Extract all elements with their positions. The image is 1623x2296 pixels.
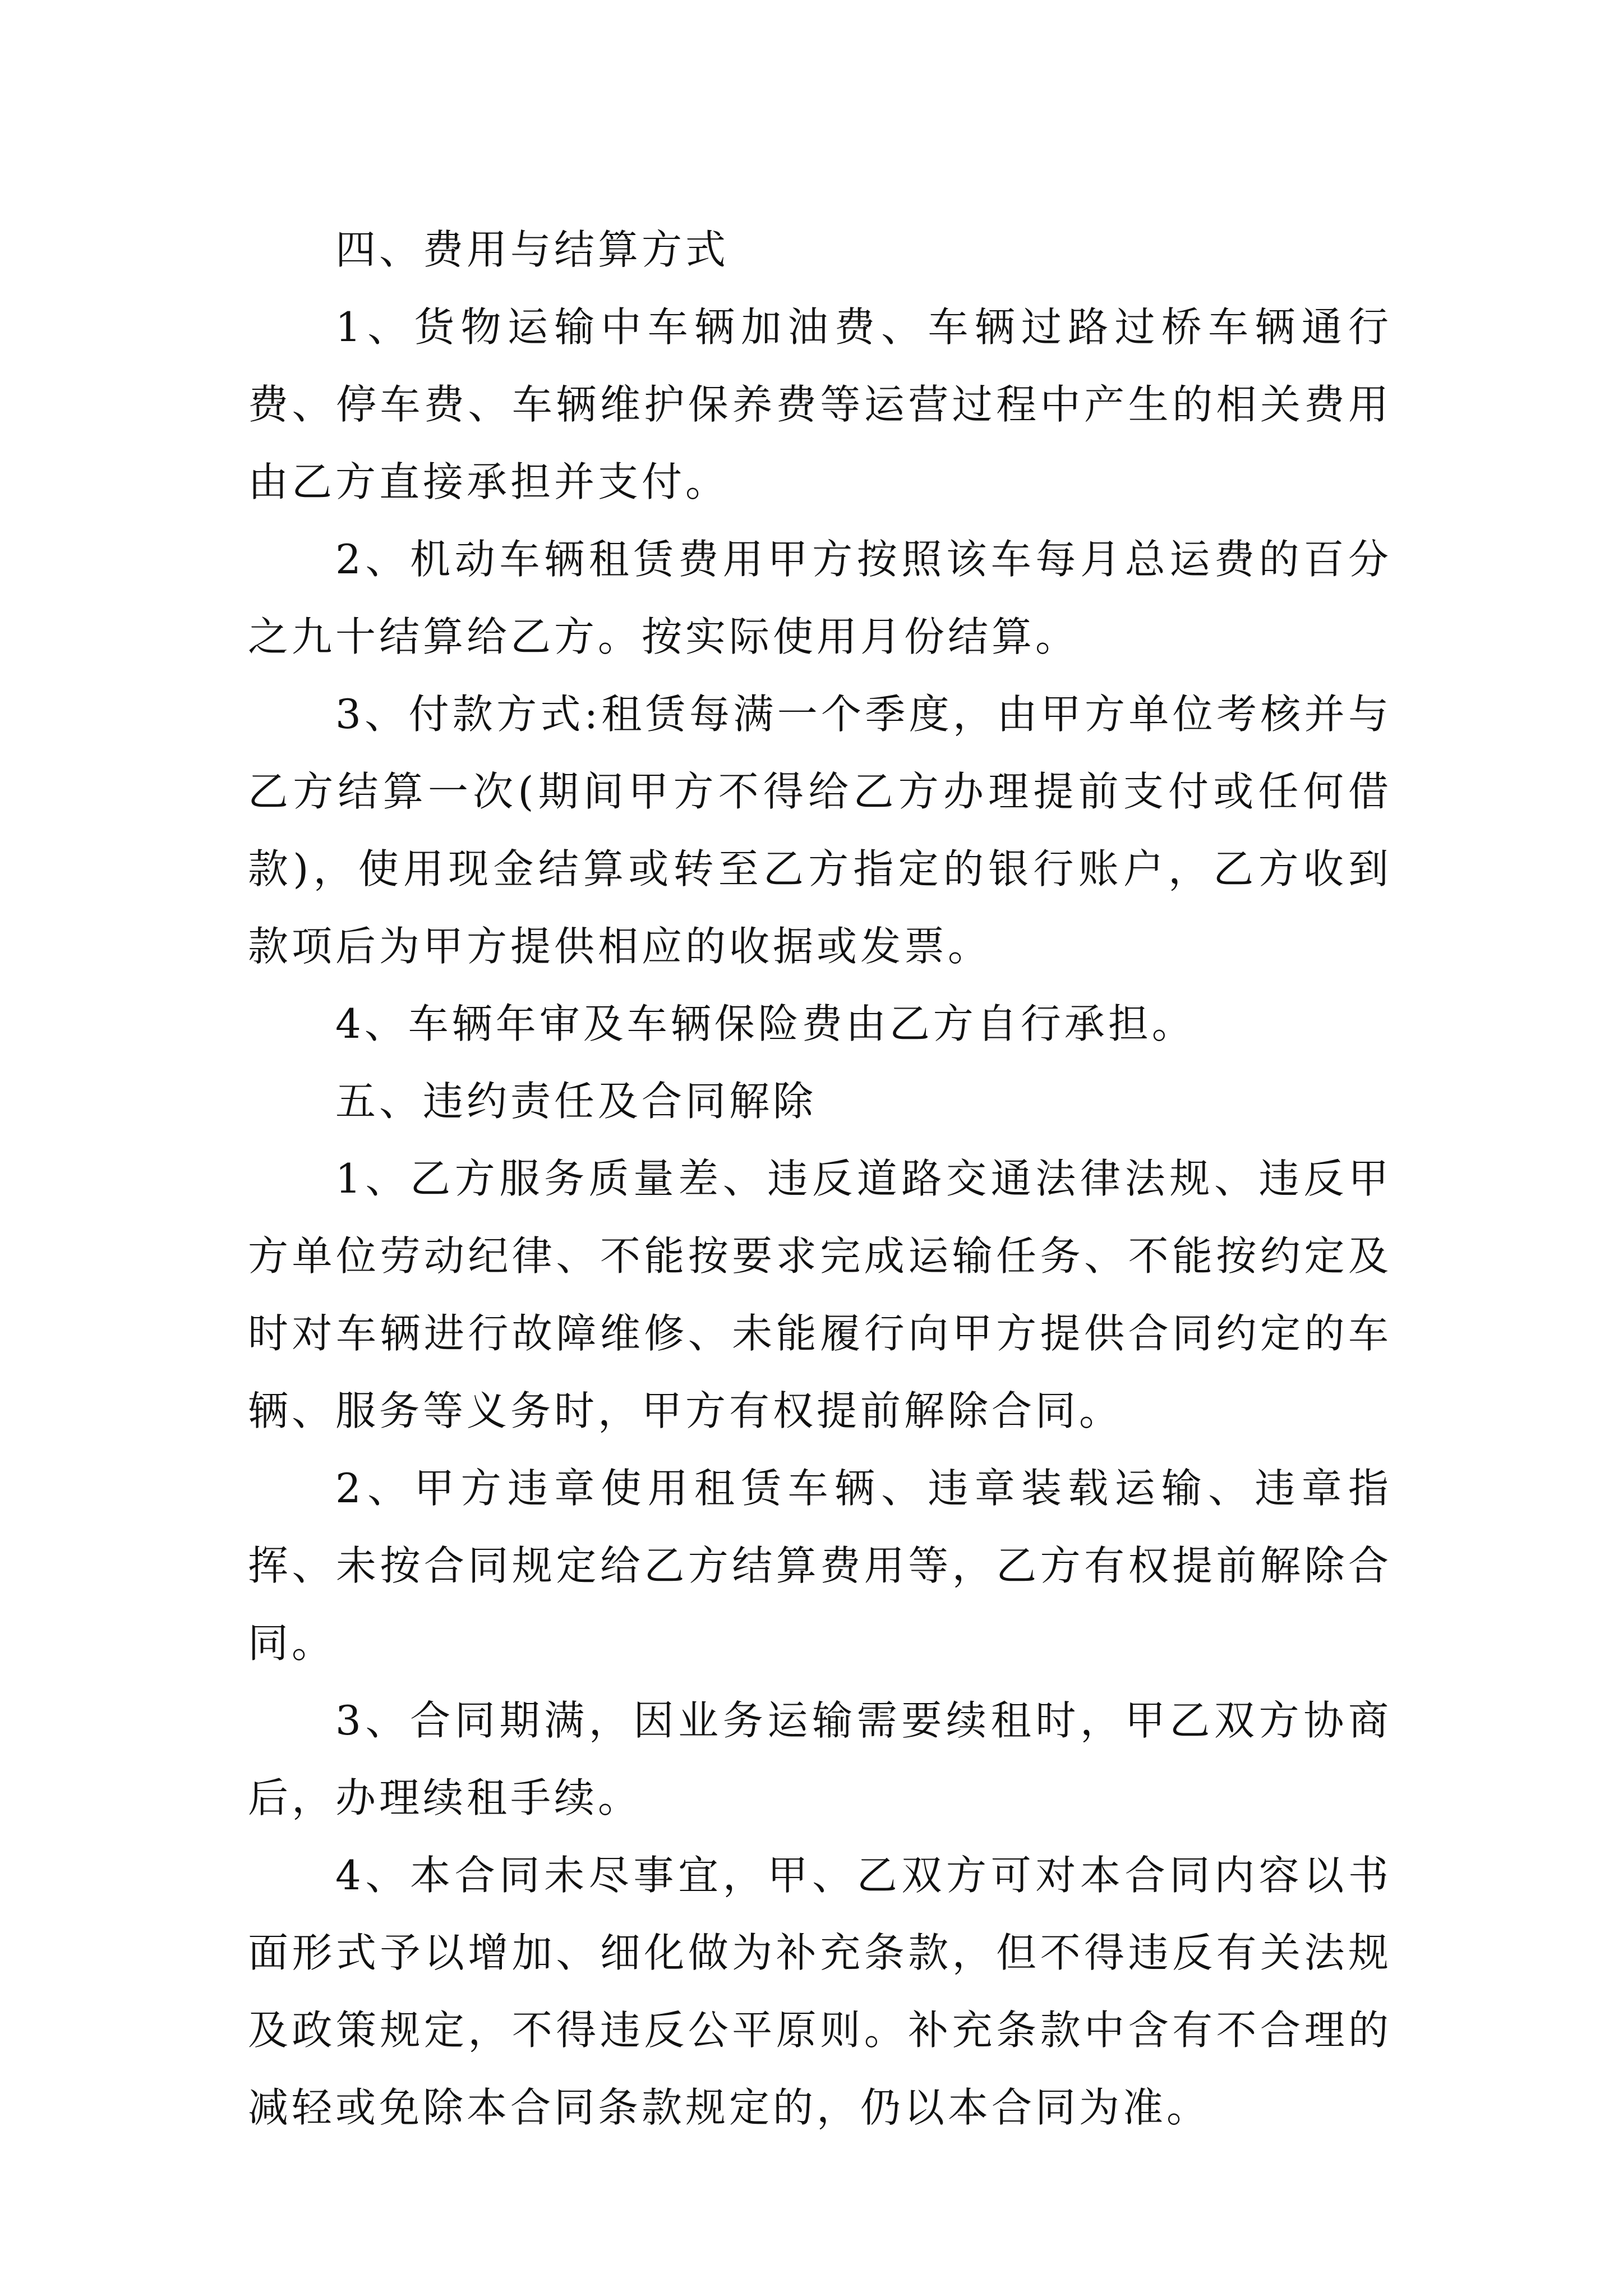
- clause-breach-4: 4、本合同未尽事宜，甲、乙双方可对本合同内容以书面形式予以增加、细化做为补充条款，但不得违反有关法规及政策规定，不得违反公平原则。补充条款中含有不合理的减轻或免除本合同条款规定的，仍以本合同为准。: [248, 1852, 1392, 2131]
- document-body: [248, 211, 1392, 2146]
- section-heading-breach: 五、违约责任及合同解除: [335, 1078, 817, 1125]
- clause-breach-3: 3、合同期满，因业务运输需要续租时，甲乙双方协商后，办理续租手续。: [248, 1697, 1392, 1821]
- clause-fees-1: 1、货物运输中车辆加油费、车辆过路过桥车辆通行费、停车费、车辆维护保养费等运营过程中产生的相关费用由乙方直接承担并支付。: [248, 303, 1392, 505]
- clause-fees-2: 2、机动车辆租赁费用甲方按照该车每月总运费的百分之九十结算给乙方。按实际使用月份结算。: [248, 536, 1392, 660]
- section-heading-fees: 四、费用与结算方式: [335, 226, 730, 273]
- clause-breach-2: 2、甲方违章使用租赁车辆、违章装载运输、违章指挥、未按合同规定给乙方结算费用等，乙方有权提前解除合同。: [248, 1465, 1392, 1667]
- clause-fees-4: 4、车辆年审及车辆保险费由乙方自行承担。: [335, 1000, 1196, 1047]
- clause-fees-3: 3、付款方式:租赁每满一个季度，由甲方单位考核并与乙方结算一次(期间甲方不得给乙方办理提前支付或任何借款)，使用现金结算或转至乙方指定的银行账户，乙方收到款项后为甲方提供相应的收据或发票。: [248, 691, 1392, 970]
- clause-breach-1: 1、乙方服务质量差、违反道路交通法律法规、违反甲方单位劳动纪律、不能按要求完成运输任务、不能按约定及时对车辆进行故障维修、未能履行向甲方提供合同约定的车辆、服务等义务时，甲方有权提前解除合同。: [248, 1155, 1392, 1434]
